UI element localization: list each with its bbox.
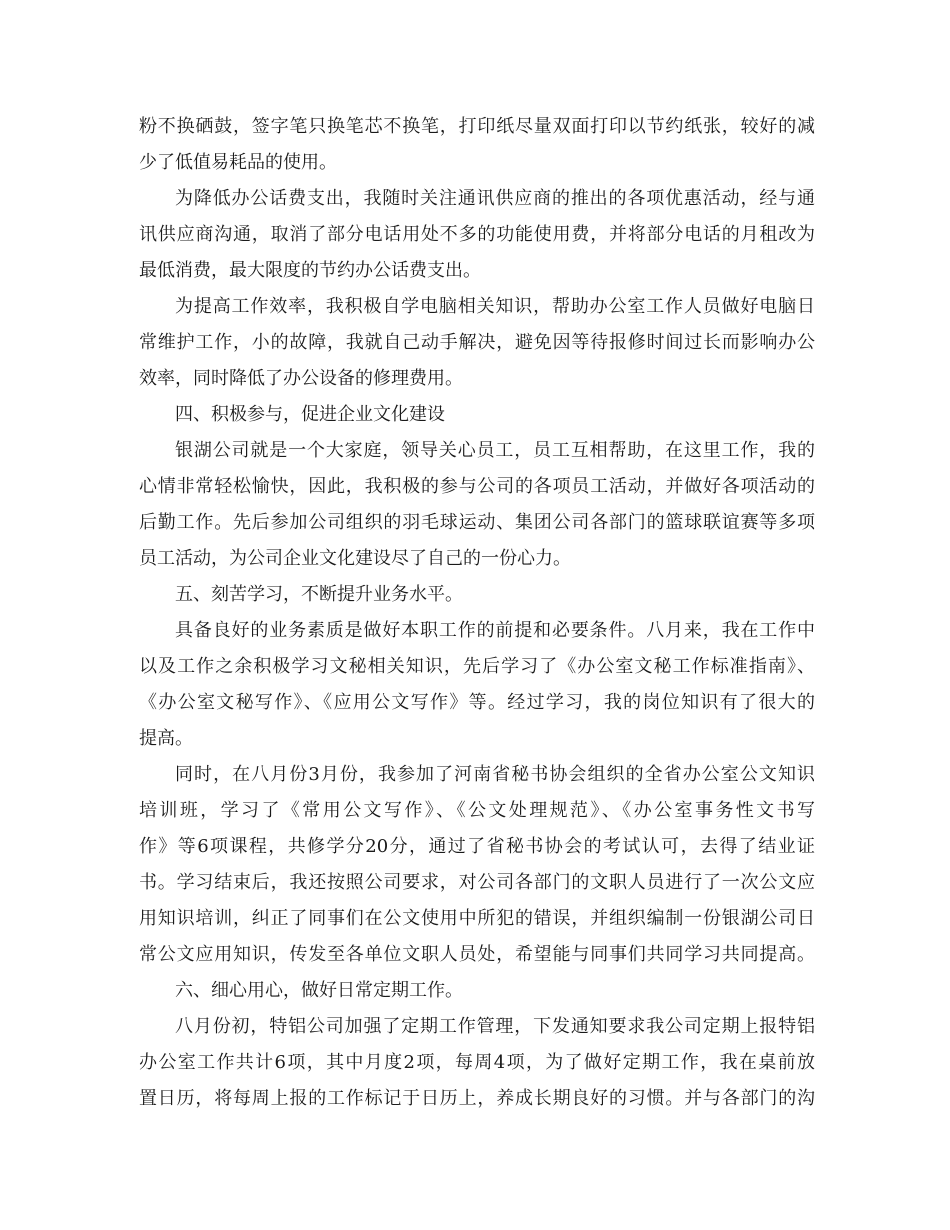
body-text-line: 后勤工作。先后参加公司组织的羽毛球运动、集团公司各部门的篮球联谊赛等多项 [139, 512, 815, 533]
body-text-line: 以及工作之余积极学习文秘相关知识，先后学习了《办公室文秘工作标准指南》、 [139, 656, 815, 677]
body-text-line: 员工活动，为公司企业文化建设尽了自己的一份心力。 [139, 548, 571, 569]
body-text-line: 培训班，学习了《常用公文写作》、《公文处理规范》、《办公室事务性文书写 [139, 800, 815, 821]
body-text-line: 同时，在八月份3月份，我参加了河南省秘书协会组织的全省办公室公文知识 [175, 764, 815, 785]
body-text-line: 少了低值易耗品的使用。 [139, 152, 337, 173]
body-text-line: 提高。 [139, 728, 193, 749]
body-text-line: 八月份初，特铝公司加强了定期工作管理，下发通知要求我公司定期上报特铝 [175, 1016, 815, 1037]
body-text-line: 最低消费，最大限度的节约办公话费支出。 [139, 260, 481, 281]
body-text-line: 为降低办公话费支出，我随时关注通讯供应商的推出的各项优惠活动，经与通 [175, 188, 815, 209]
body-text-line: 常维护工作，小的故障，我就自己动手解决，避免因等待报修时间过长而影响办公 [139, 332, 815, 353]
body-text-line: 效率，同时降低了办公设备的修理费用。 [139, 368, 463, 389]
body-text-line: 粉不换硒鼓，签字笔只换笔芯不换笔，打印纸尽量双面打印以节约纸张，较好的减 [139, 116, 815, 137]
body-text-line: 办公室工作共计6项，其中月度2项，每周4项，为了做好定期工作，我在桌前放 [139, 1052, 815, 1073]
body-text-line: 书。学习结束后，我还按照公司要求，对公司各部门的文职人员进行了一次公文应 [139, 872, 815, 893]
section-heading: 六、细心用心，做好日常定期工作。 [175, 980, 463, 1001]
body-text-line: 讯供应商沟通，取消了部分电话用处不多的功能使用费，并将部分电话的月租改为 [139, 224, 815, 245]
section-heading: 四、积极参与，促进企业文化建设 [175, 404, 445, 425]
body-text-line: 心情非常轻松愉快，因此，我积极的参与公司的各项员工活动，并做好各项活动的 [139, 476, 815, 497]
body-text-line: 置日历，将每周上报的工作标记于日历上，养成长期良好的习惯。并与各部门的沟 [139, 1088, 815, 1109]
body-text-line: 作》等6项课程，共修学分20分，通过了省秘书协会的考试认可，去得了结业证 [139, 836, 815, 857]
body-text-line: 《办公室文秘写作》、《应用公文写作》等。经过学习，我的岗位知识有了很大的 [139, 692, 815, 713]
section-heading: 五、刻苦学习，不断提升业务水平。 [175, 584, 463, 605]
body-text-line: 银湖公司就是一个大家庭，领导关心员工，员工互相帮助，在这里工作，我的 [175, 440, 815, 461]
body-text-line: 常公文应用知识，传发至各单位文职人员处，希望能与同事们共同学习共同提高。 [139, 944, 815, 965]
body-text-line: 具备良好的业务素质是做好本职工作的前提和必要条件。八月来，我在工作中 [175, 620, 815, 641]
body-text-line: 用知识培训，纠正了同事们在公文使用中所犯的错误，并组织编制一份银湖公司日 [139, 908, 815, 929]
body-text-line: 为提高工作效率，我积极自学电脑相关知识，帮助办公室工作人员做好电脑日 [175, 296, 815, 317]
